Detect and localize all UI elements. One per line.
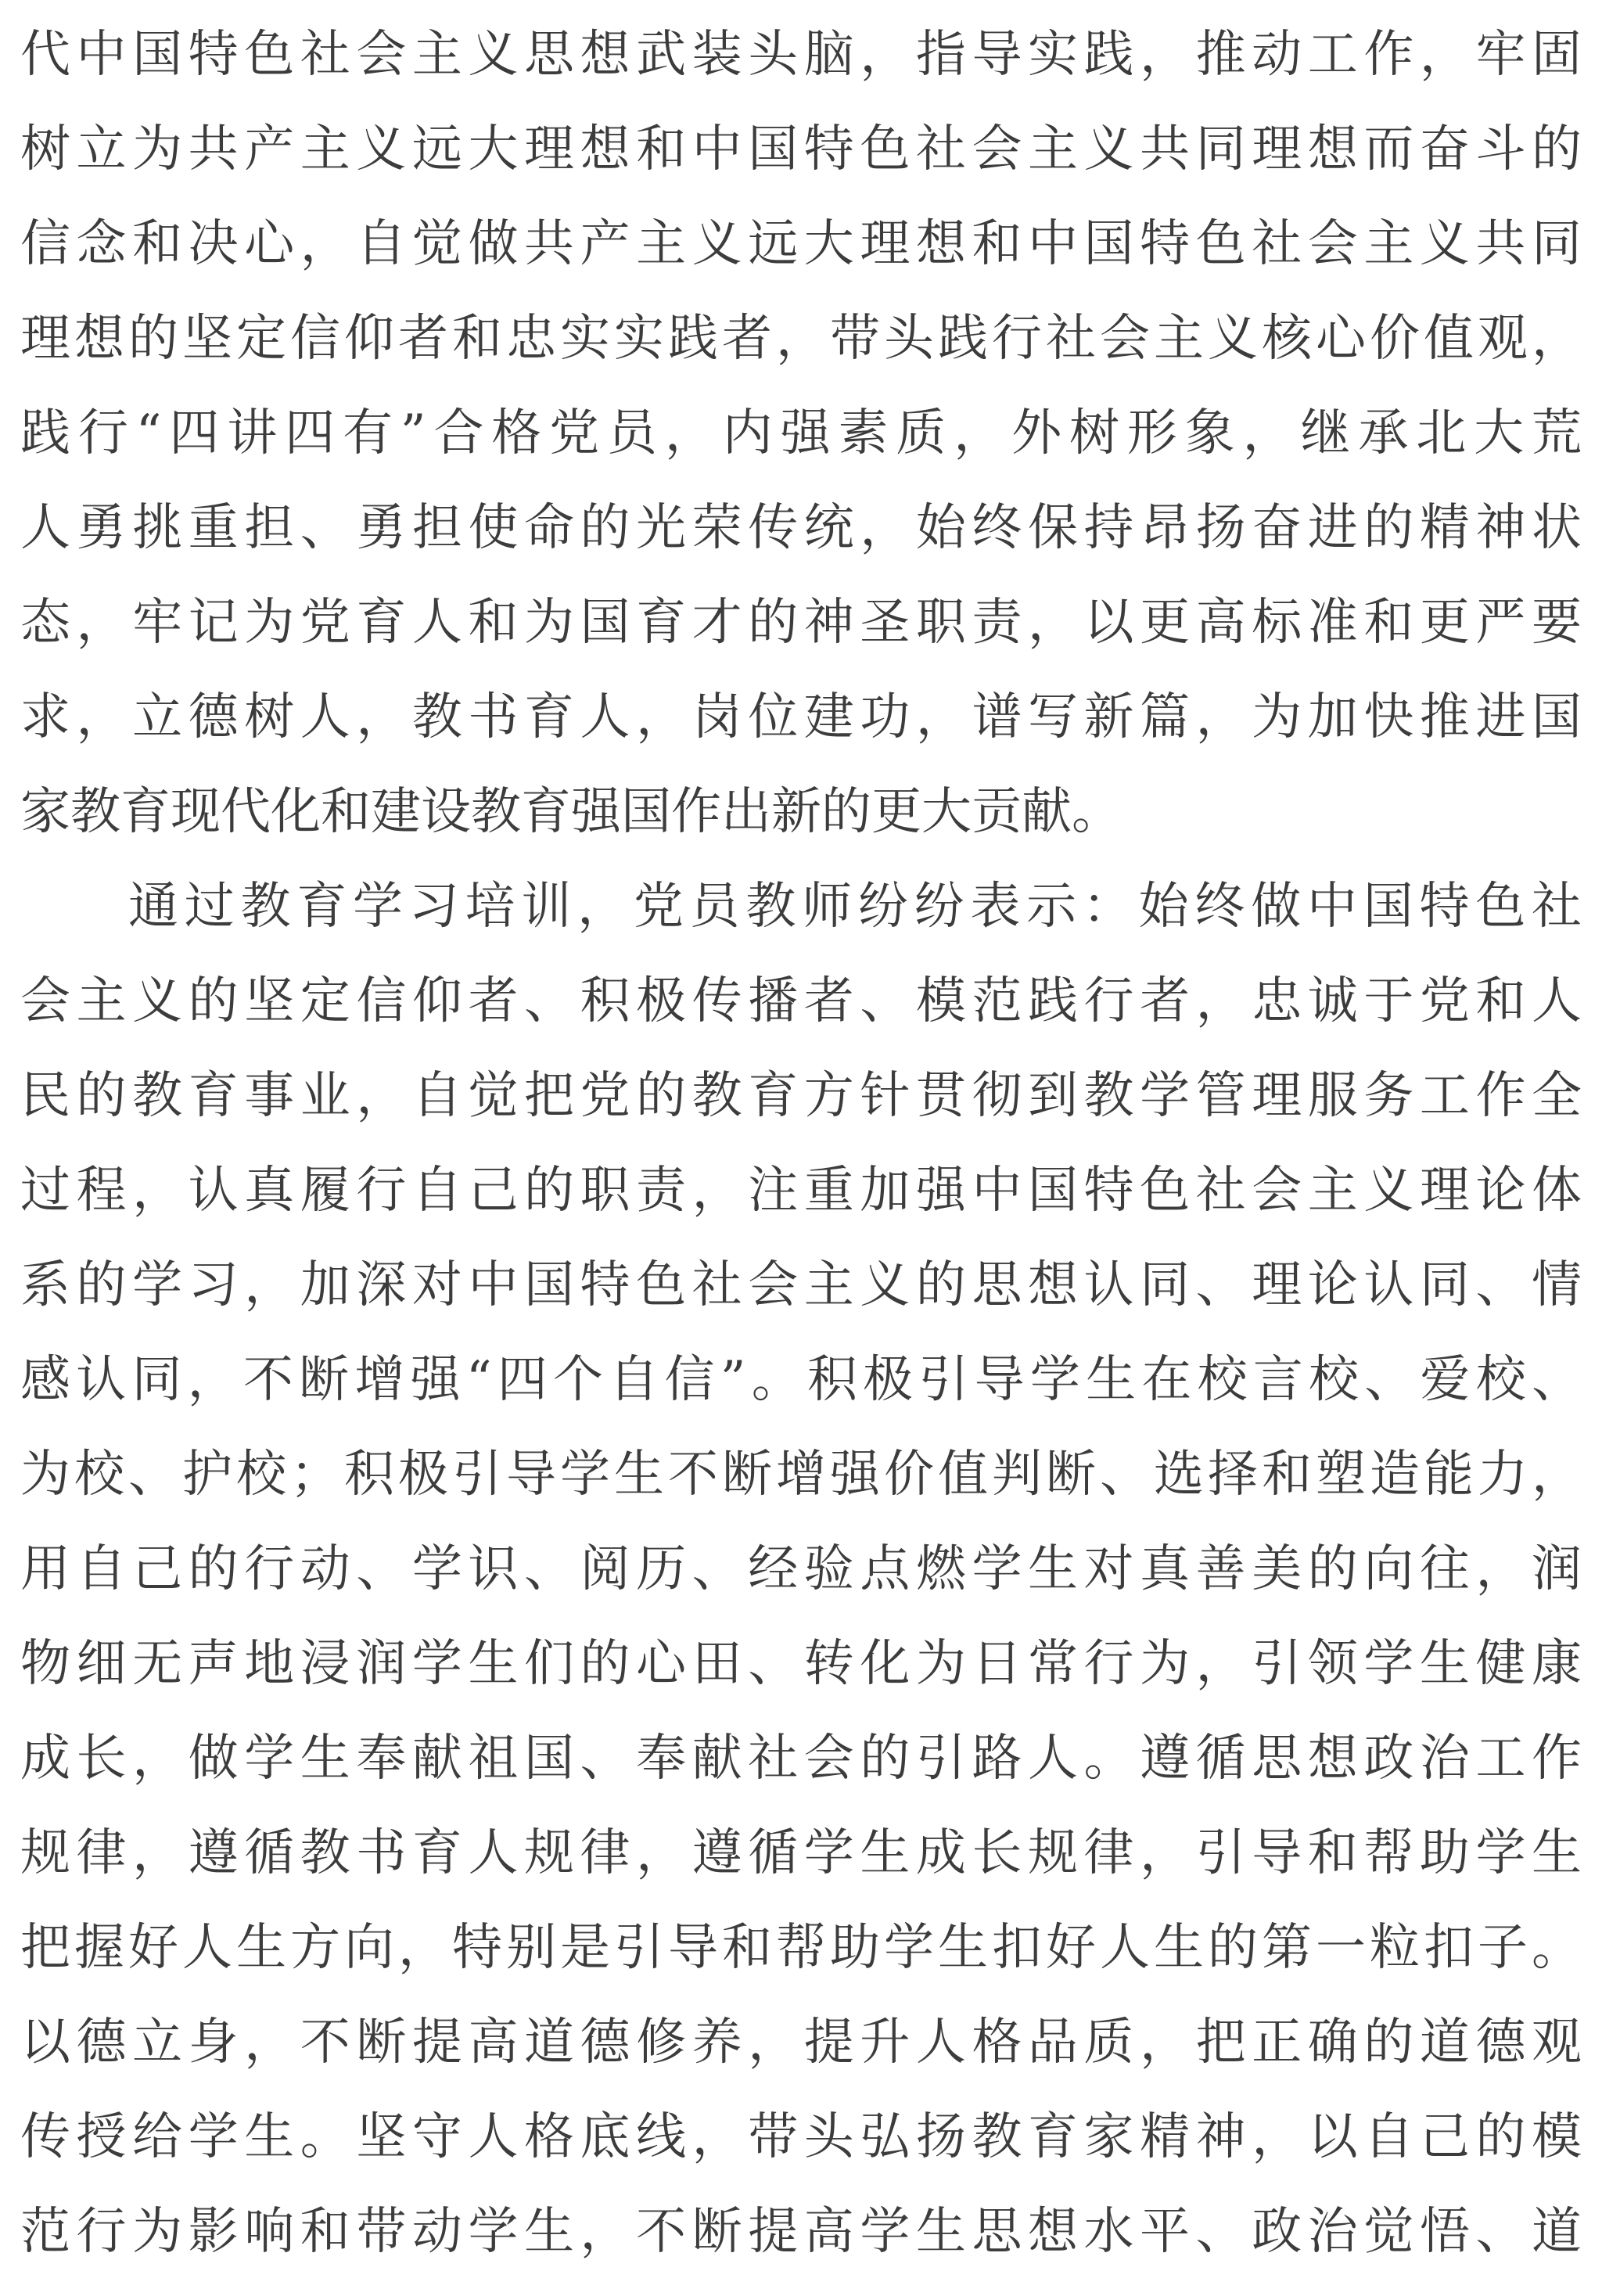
text-line: 理想的坚定信仰者和忠实实践者，带头践行社会主义核心价值观， xyxy=(20,310,1582,368)
text-line: 成长，做学生奉献祖国、奉献社会的引路人。遵循思想政治工作 xyxy=(20,1730,1582,1788)
document-page xyxy=(20,8,1582,2280)
text-line: 系的学习，加深对中国特色社会主义的思想认同、理论认同、情 xyxy=(20,1256,1582,1314)
text-line: 求，立德树人，教书育人，岗位建功，谱写新篇，为加快推进国 xyxy=(20,688,1582,746)
text-line: 感认同，不断增强“四个自信”。积极引导学生在校言校、爱校、 xyxy=(20,1351,1582,1409)
text-line: 家教育现代化和建设教育强国作出新的更大贡献。 xyxy=(20,783,1122,841)
text-line: 会主义的坚定信仰者、积极传播者、模范践行者，忠诚于党和人 xyxy=(20,972,1582,1030)
text-line: 树立为共产主义远大理想和中国特色社会主义共同理想而奋斗的 xyxy=(20,120,1582,178)
text-line: 传授给学生。坚守人格底线，带头弘扬教育家精神，以自己的模 xyxy=(20,2108,1582,2166)
text-line: 态，牢记为党育人和为国育才的神圣职责，以更高标准和更严要 xyxy=(20,594,1582,652)
text-line: 信念和决心，自觉做共产主义远大理想和中国特色社会主义共同 xyxy=(20,215,1582,273)
text-line: 代中国特色社会主义思想武装头脑，指导实践，推动工作，牢固 xyxy=(20,26,1582,84)
text-line: 用自己的行动、学识、阅历、经验点燃学生对真善美的向往，润 xyxy=(20,1540,1582,1598)
paragraph-1 xyxy=(20,8,1582,860)
text-line: 为校、护校；积极引导学生不断增强价值判断、选择和塑造能力， xyxy=(20,1446,1582,1504)
text-line: 通过教育学习培训，党员教师纷纷表示：始终做中国特色社 xyxy=(128,878,1582,936)
text-line: 民的教育事业，自觉把党的教育方针贯彻到教学管理服务工作全 xyxy=(20,1067,1582,1125)
text-line: 物细无声地浸润学生们的心田、转化为日常行为，引领学生健康 xyxy=(20,1635,1582,1693)
text-line: 以德立身，不断提高道德修养，提升人格品质，把正确的道德观 xyxy=(20,2014,1582,2071)
text-line: 把握好人生方向，特别是引导和帮助学生扣好人生的第一粒扣子。 xyxy=(20,1919,1582,1977)
text-line: 范行为影响和带动学生，不断提高学生思想水平、政治觉悟、道 xyxy=(20,2203,1582,2261)
paragraph-2 xyxy=(20,860,1582,2280)
text-line: 人勇挑重担、勇担使命的光荣传统，始终保持昂扬奋进的精神状 xyxy=(20,499,1582,557)
text-line: 规律，遵循教书育人规律，遵循学生成长规律，引导和帮助学生 xyxy=(20,1824,1582,1882)
text-line: 过程，认真履行自己的职责，注重加强中国特色社会主义理论体 xyxy=(20,1162,1582,1220)
text-line: 践行“四讲四有”合格党员，内强素质，外树形象，继承北大荒 xyxy=(20,404,1582,462)
